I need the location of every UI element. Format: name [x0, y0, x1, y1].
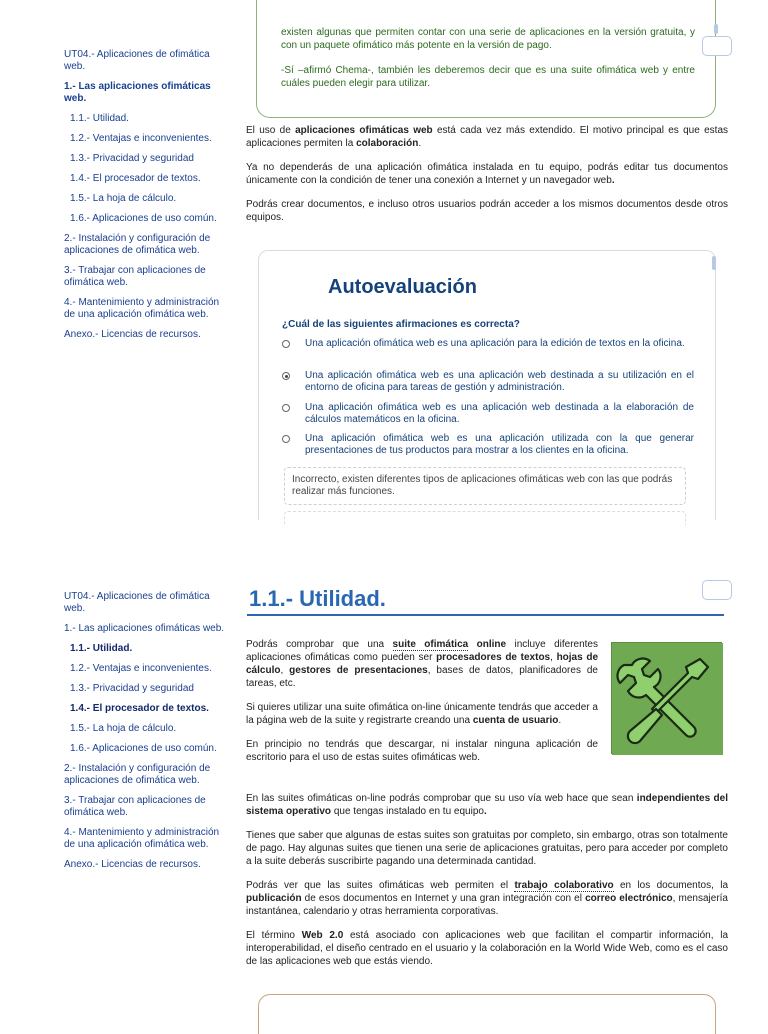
utility-paragraph-4: En las suites ofimáticas on-line podrás comprobar que su uso vía web hace que sean independientes del sistema operativo que tengas instalado en tu equipo. — [246, 793, 728, 817]
sidebar-nav-top — [64, 49, 232, 349]
nav-item[interactable]: 1.2.- Ventajas e inconvenientes. — [70, 133, 212, 144]
next-box — [258, 994, 716, 1034]
title-divider — [247, 614, 724, 616]
radio-icon[interactable] — [282, 372, 290, 380]
nav-item[interactable]: 1.1.- Utilidad. — [70, 113, 129, 124]
quiz-feedback-next — [284, 511, 686, 525]
nav-item[interactable]: 2.- Instalación y configuración de aplicaciones de ofimática web. — [64, 233, 211, 256]
tab-handle-icon[interactable] — [702, 36, 732, 56]
utility-paragraph-3: En principio no tendrás que descargar, ni instalar ninguna aplicación de escritorio para el uso de estas suites ofimáticas web. — [246, 739, 598, 763]
nav-item[interactable]: 1.1.- Utilidad. — [70, 643, 133, 654]
quiz-option-2[interactable] — [282, 370, 694, 394]
nav-item[interactable]: UT04.- Aplicaciones de ofimática web. — [64, 49, 210, 72]
nav-item[interactable]: 1.6.- Aplicaciones de uso común. — [70, 743, 217, 754]
quiz-option-label: Una aplicación ofimática web es una aplicación para la edición de textos en la oficina. — [305, 338, 685, 349]
nav-item[interactable]: 1.4.- El procesador de textos. — [70, 173, 201, 184]
nav-item[interactable]: 1.3.- Privacidad y seguridad — [70, 153, 194, 164]
utility-paragraph-1: Podrás comprobar que una suite ofimática online incluye diferentes aplicaciones ofimáticas como pueden ser procesadores de textos, hojas de cálculo, gestores de presentaciones, bases de datos, planificadores de tareas, etc. — [246, 639, 599, 689]
tab-handle-icon[interactable] — [702, 580, 732, 600]
nav-item[interactable]: 1.6.- Aplicaciones de uso común. — [70, 213, 217, 224]
tab-handle-bar — [712, 256, 716, 270]
quiz-option-label: Una aplicación ofimática web es una aplicación web destinada a su utilización en el entorno de oficina para tareas de gestión y administración. — [305, 370, 694, 393]
sidebar-nav-bottom — [64, 591, 232, 879]
utility-text-top — [246, 638, 598, 775]
utility-paragraph-2: Si quieres utilizar una suite ofimática on-line únicamente tendrás que acceder a la página web de la suite y registrarte creando una cuenta de usuario. — [246, 702, 598, 726]
quiz-option-1[interactable] — [282, 338, 694, 350]
suite-ofimatica-link[interactable]: suite ofimática — [392, 639, 469, 650]
tools-icon — [611, 642, 722, 754]
nav-item[interactable]: 1.3.- Privacidad y seguridad — [70, 683, 194, 694]
nav-item[interactable]: 3.- Trabajar con aplicaciones de ofimática web. — [64, 265, 206, 288]
nav-item[interactable]: 3.- Trabajar con aplicaciones de ofimática web. — [64, 795, 206, 818]
intro-paragraph-3: Podrás crear documentos, e incluso otros usuarios podrán acceder a los mismos documentos desde otros equipos. — [246, 199, 728, 223]
intro-paragraph-2: Ya no dependerás de una aplicación ofimática instalada en tu equipo, podrás editar tus documentos únicamente con la condición de tener una conexión a Internet y un navegador web. — [246, 162, 728, 186]
tab-handle-bar — [714, 24, 718, 34]
utility-paragraph-5: Tienes que saber que algunas de estas suites son gratuitas por completo, sin embargo, otras son totalmente de pago. Hay algunas suites que tienen una serie de aplicaciones gratuitas, pero para acceder por completo a la suite deberás suscribirte pagando una determinada cantidad. — [246, 830, 728, 867]
nav-item[interactable]: 1.4.- El procesador de textos. — [70, 703, 209, 714]
nav-item[interactable]: UT04.- Aplicaciones de ofimática web. — [64, 591, 210, 614]
utility-text-bottom — [246, 792, 728, 979]
trabajo-colaborativo-link[interactable]: trabajo colaborativo — [514, 880, 614, 891]
quiz-option-4[interactable] — [282, 433, 694, 457]
radio-icon[interactable] — [282, 340, 290, 348]
nav-item[interactable]: 1.5.- La hoja de cálculo. — [70, 193, 177, 204]
nav-item[interactable]: 1.2.- Ventajas e inconvenientes. — [70, 663, 212, 674]
nav-item[interactable]: 4.- Mantenimiento y administración de una aplicación ofimática web. — [64, 827, 220, 850]
quiz-feedback: Incorrecto, existen diferentes tipos de aplicaciones ofimáticas web con las que podrás realizar más funciones. — [284, 467, 686, 505]
quiz-question: ¿Cuál de las siguientes afirmaciones es correcta? — [282, 319, 520, 330]
nav-item[interactable]: Anexo.- Licencias de recursos. — [64, 329, 201, 340]
nav-item[interactable]: 1.- Las aplicaciones ofimáticas web. — [64, 81, 211, 104]
page-title: 1.1.- Utilidad. — [249, 586, 386, 611]
nav-item[interactable]: 4.- Mantenimiento y administración de una aplicación ofimática web. — [64, 297, 220, 320]
utility-paragraph-6: Podrás ver que las suites ofimáticas web permiten el trabajo colaborativo en los documentos, la publicación de esos documentos en Internet y una gran integración con el correo electrónico, mensajería instantánea, calendario y otras herramienta corporativas. — [246, 880, 729, 917]
quiz-option-label: Una aplicación ofimática web es una aplicación web destinada a la elaboración de cálculos matemáticos en la oficina. — [305, 402, 694, 425]
radio-icon[interactable] — [282, 404, 290, 412]
self-assessment-title: Autoevaluación — [328, 276, 477, 298]
radio-icon[interactable] — [282, 435, 290, 443]
intro-text — [246, 124, 728, 235]
utility-paragraph-7: El término Web 2.0 está asociado con aplicaciones web que facilitan el compartir información, la interoperabilidad, el diseño centrado en el usuario y la colaboración en la World Wide Web, como es el caso de las aplicaciones web que estás viendo. — [246, 930, 729, 967]
dialog-paragraph-2: -Sí –afirmó Chema-, también les deberemos decir que es una suite ofimática web y entre cuáles pueden elegir para utilizar. — [281, 65, 695, 89]
nav-item[interactable]: 1.5.- La hoja de cálculo. — [70, 723, 177, 734]
dialog-box — [256, 0, 716, 118]
quiz-option-3[interactable] — [282, 402, 694, 426]
nav-item[interactable]: Anexo.- Licencias de recursos. — [64, 859, 201, 870]
nav-item[interactable]: 1.- Las aplicaciones ofimáticas web. — [64, 623, 225, 634]
quiz-option-label: Una aplicación ofimática web es una aplicación utilizada con la que generar presentaciones de tus productos para mostrar a los clientes en la oficina. — [305, 433, 694, 456]
nav-item[interactable]: 2.- Instalación y configuración de aplicaciones de ofimática web. — [64, 763, 211, 786]
dialog-paragraph-1: existen algunas que permiten contar con una serie de aplicaciones en la versión gratuita, y con un paquete ofimático más potente en la versión de pago. — [281, 27, 695, 51]
intro-paragraph-1: El uso de aplicaciones ofimáticas web está cada vez más extendido. El motivo principal es que estas aplicaciones permiten la colaboración. — [246, 125, 729, 149]
